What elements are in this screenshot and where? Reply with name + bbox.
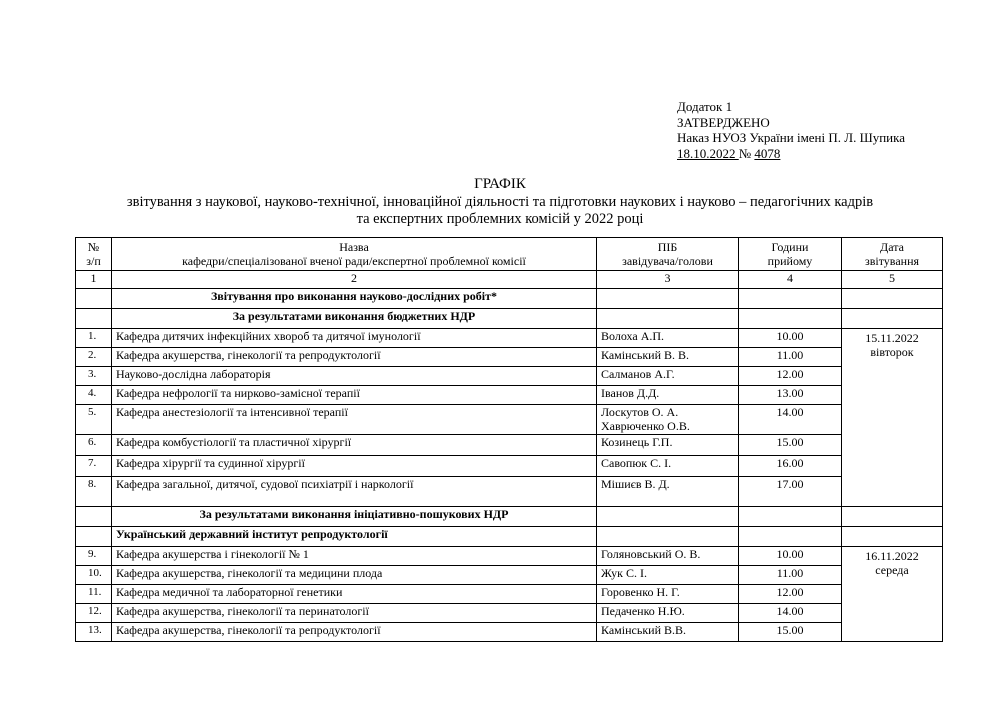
head-name: Козинець Г.П. [597, 435, 739, 456]
document-subtitle-line2: та експертних проблемних комісій у 2022 році [356, 211, 644, 227]
section-row [76, 507, 943, 527]
department-name: Кафедра дитячих інфекційних хвороб та дитячої імунології [112, 329, 597, 348]
row-number: 7. [76, 456, 112, 477]
head-name: Голяновський О. В. [597, 547, 739, 566]
head-name: Іванов Д.Д. [597, 386, 739, 405]
row-number: 11. [76, 585, 112, 604]
reception-time: 10.00 [739, 329, 842, 348]
row-number: 9. [76, 547, 112, 566]
table-row [76, 477, 943, 507]
table-row [76, 623, 943, 642]
department-name: Науково-дослідна лабораторія [112, 367, 597, 386]
row-number: 12. [76, 604, 112, 623]
number-sign: № [738, 145, 752, 161]
reception-time: 17.00 [739, 477, 842, 507]
table-row [76, 405, 943, 435]
head-name: Горовенко Н. Г. [597, 585, 739, 604]
department-name: Кафедра анестезіології та інтенсивної терапії [112, 405, 597, 435]
column-number: 3 [597, 271, 739, 289]
row-number: 1. [76, 329, 112, 348]
report-day: середа [875, 563, 909, 577]
head-name: Камінський В. В. [597, 348, 739, 367]
reception-time: 11.00 [739, 566, 842, 585]
row-number: 5. [76, 405, 112, 435]
department-name: Кафедра акушерства, гінекології та медицини плода [112, 566, 597, 585]
table-row [76, 585, 943, 604]
report-date-value: 16.11.2022 [865, 549, 919, 563]
table-header-row [76, 238, 943, 271]
table-row [76, 604, 943, 623]
table-row [76, 566, 943, 585]
reception-time: 16.00 [739, 456, 842, 477]
header-head: ПІБ завідувача/голови [597, 238, 739, 271]
order-date: 18.10.2022 [677, 145, 736, 161]
section-title: Звітування про виконання науково-дослідних робіт* [112, 289, 597, 309]
reception-time: 15.00 [739, 623, 842, 642]
order-label: Наказ НУОЗ України імені П. Л. Шупика [677, 130, 906, 145]
header-name: Назва кафедри/спеціалізованої вченої ради/експертної проблемної комісії [112, 238, 597, 271]
head-name: Волоха А.П. [597, 329, 739, 348]
schedule-table [75, 237, 943, 642]
section-row [76, 309, 943, 329]
report-date [842, 547, 943, 642]
column-number: 4 [739, 271, 842, 289]
document-heading [0, 176, 1000, 229]
table-row [76, 348, 943, 367]
section-row [76, 289, 943, 309]
table-row [76, 435, 943, 456]
head-name: Савопюк С. І. [597, 456, 739, 477]
report-date-value: 15.11.2022 [865, 331, 919, 345]
row-number: 8. [76, 477, 112, 507]
column-number: 2 [112, 271, 597, 289]
table-row [76, 367, 943, 386]
row-number: 2. [76, 348, 112, 367]
department-name: Кафедра хірургії та судинної хірургії [112, 456, 597, 477]
department-name: Кафедра комбустіології та пластичної хірургії [112, 435, 597, 456]
table-row [76, 386, 943, 405]
department-name: Кафедра акушерства, гінекології та перинатології [112, 604, 597, 623]
reception-time: 15.00 [739, 435, 842, 456]
department-name: Кафедра медичної та лабораторної генетики [112, 585, 597, 604]
header-hours: Години прийому [739, 238, 842, 271]
reception-time: 10.00 [739, 547, 842, 566]
table-row [76, 547, 943, 566]
reception-time: 14.00 [739, 604, 842, 623]
row-number: 4. [76, 386, 112, 405]
department-name: Кафедра акушерства і гінекології № 1 [112, 547, 597, 566]
row-number: 3. [76, 367, 112, 386]
header-number: № з/п [76, 238, 112, 271]
document-subtitle-line1: звітування з наукової, науково-технічної, інноваційної діяльності та підготовки наукових і науково – педагогічних кадрів [126, 193, 874, 210]
section-subtitle: За результатами виконання бюджетних НДР [112, 309, 597, 329]
reception-time: 12.00 [739, 585, 842, 604]
head-name: Педаченко Н.Ю. [597, 604, 739, 623]
row-number: 13. [76, 623, 112, 642]
table-row [76, 329, 943, 348]
order-date-number [677, 146, 905, 162]
report-day: вівторок [870, 345, 914, 359]
head-name: Салманов А.Г. [597, 367, 739, 386]
column-numbers-row [76, 271, 943, 289]
head-name: Камінський В.В. [597, 623, 739, 642]
reception-time: 13.00 [739, 386, 842, 405]
reception-time: 12.00 [739, 367, 842, 386]
department-name: Кафедра нефрології та нирково-замісної терапії [112, 386, 597, 405]
head-name: Жук С. І. [597, 566, 739, 585]
order-number: 4078 [754, 145, 781, 161]
document-title: ГРАФІК [474, 176, 526, 192]
section-subtitle: Український державний інститут репродуктології [112, 527, 597, 547]
department-name: Кафедра акушерства, гінекології та репродуктології [112, 623, 597, 642]
approved-label: ЗАТВЕРДЖЕНО [677, 114, 770, 130]
section-title: За результатами виконання ініціативно-пошукових НДР [112, 507, 597, 527]
row-number: 6. [76, 435, 112, 456]
appendix-label: Додаток 1 [677, 99, 733, 114]
approval-block [677, 99, 905, 161]
section-row [76, 527, 943, 547]
column-number: 5 [842, 271, 943, 289]
department-name: Кафедра акушерства, гінекології та репродуктології [112, 348, 597, 367]
column-number: 1 [76, 271, 112, 289]
header-date: Дата звітування [842, 238, 943, 271]
table-row [76, 456, 943, 477]
reception-time: 14.00 [739, 405, 842, 435]
department-name: Кафедра загальної, дитячої, судової психіатрії і наркології [112, 477, 597, 507]
head-name: Лоскутов О. А. Хаврюченко О.В. [597, 405, 739, 435]
reception-time: 11.00 [739, 348, 842, 367]
report-date [842, 329, 943, 507]
head-name: Мішиєв В. Д. [597, 477, 739, 507]
row-number: 10. [76, 566, 112, 585]
